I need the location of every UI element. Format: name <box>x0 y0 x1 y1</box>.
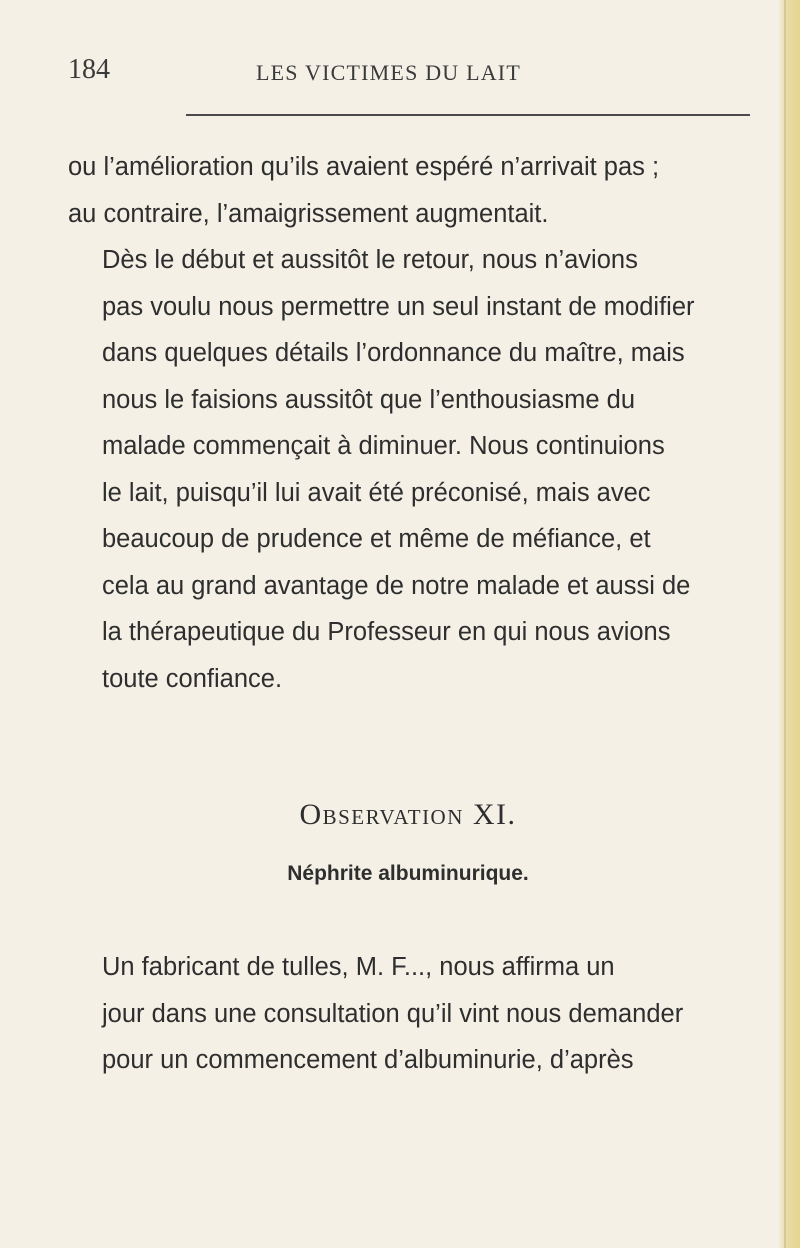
header-rule <box>186 114 750 116</box>
text-line: le lait, puisqu’il lui avait été préconisé, mais avec <box>102 478 651 507</box>
page-number: 184 <box>68 54 110 85</box>
text-line: la thérapeutique du Professeur en qui nous avions <box>102 618 671 646</box>
observation-subtitle: Néphrite albuminurique. <box>287 862 529 885</box>
text-line: dans quelques détails l’ordonnance du maître, mais <box>102 339 685 367</box>
running-title: LES VICTIMES DU LAIT <box>256 60 521 85</box>
text-line: malade commençait à diminuer. Nous continuions <box>102 432 665 460</box>
text-line: beaucoup de prudence et même de méfiance, et <box>102 525 651 553</box>
text-line: ou l’amélioration qu’ils avaient espéré n’arrivait pas ; <box>68 153 660 181</box>
text-line: au contraire, l’amaigrissement augmentait. <box>68 199 549 228</box>
text-line: cela au grand avantage de notre malade et aussi de <box>102 571 691 600</box>
text-line: nous le faisions aussitôt que l’enthousiasme du <box>102 385 635 414</box>
text-line: toute confiance. <box>102 664 283 693</box>
page-edge-line <box>784 0 786 1248</box>
text-line: jour dans une consultation qu’il vint nous demander <box>102 999 684 1028</box>
text-line: pour un commencement d’albuminurie, d’après <box>102 1046 634 1074</box>
paragraph-continuation <box>68 144 748 237</box>
observation-title: Observation XI. <box>299 798 517 831</box>
text-line: Dès le début et aussitôt le retour, nous n’avions <box>102 246 638 274</box>
body-text-bottom <box>68 944 748 1084</box>
page-edge-shadow <box>778 0 800 1248</box>
body-text-top <box>68 144 748 702</box>
text-line: pas voulu nous permettre un seul instant de modifier <box>102 292 695 321</box>
paragraph <box>68 944 748 1084</box>
paragraph <box>68 237 748 702</box>
page-header <box>68 54 748 94</box>
text-line: Un fabricant de tulles, M. F..., nous affirma un <box>102 953 615 981</box>
